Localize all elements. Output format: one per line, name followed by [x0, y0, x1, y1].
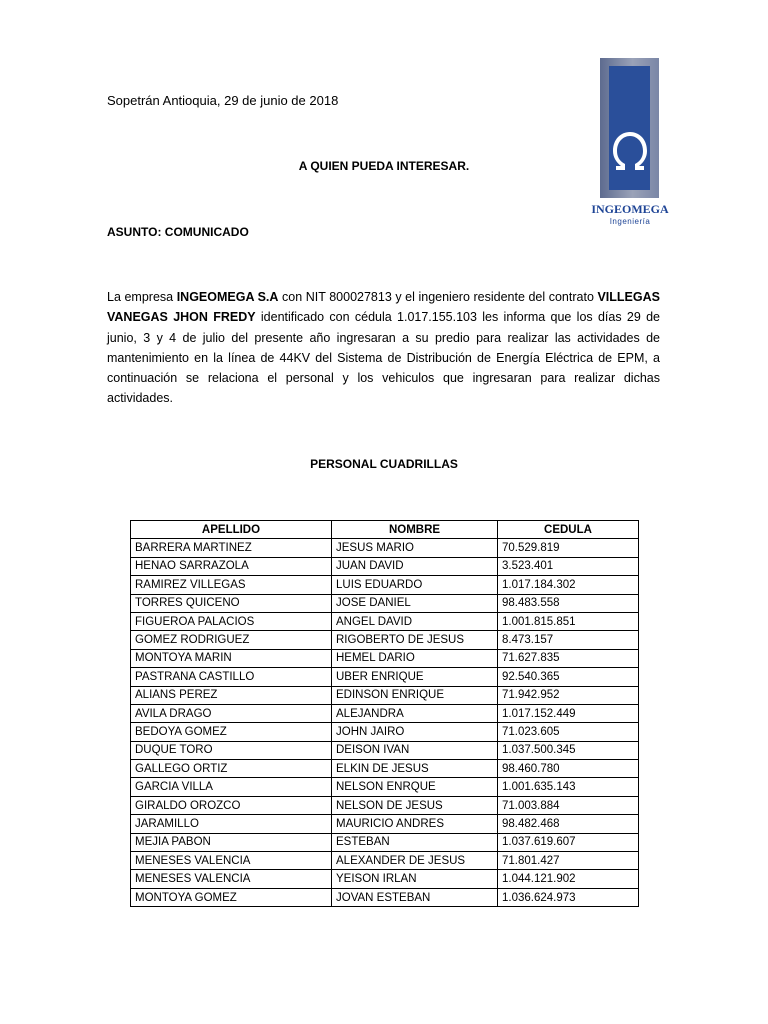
- cell-apellido: GIRALDO OROZCO: [131, 796, 332, 814]
- cell-cedula: 92.540.365: [498, 668, 639, 686]
- body-text-2: con NIT 800027813 y el ingeniero residente del contrato: [278, 290, 598, 304]
- cell-nombre: JOSE DANIEL: [332, 594, 498, 612]
- cell-apellido: HENAO SARRAZOLA: [131, 557, 332, 575]
- cell-cedula: 1.036.624.973: [498, 888, 639, 906]
- body-paragraph: [107, 287, 660, 409]
- table-row: [131, 723, 639, 741]
- table-header-row: [131, 521, 639, 539]
- cell-nombre: ALEJANDRA: [332, 704, 498, 722]
- cell-cedula: 71.801.427: [498, 852, 639, 870]
- cell-nombre: YEISON IRLAN: [332, 870, 498, 888]
- cell-apellido: MONTOYA MARIN: [131, 649, 332, 667]
- header-nombre: NOMBRE: [332, 521, 498, 539]
- table-row: [131, 649, 639, 667]
- engineer-name: VILLEGAS VANEGAS JHON FREDY: [107, 290, 660, 325]
- cell-cedula: 71.627.835: [498, 649, 639, 667]
- table-row: [131, 741, 639, 759]
- cell-nombre: ALEXANDER DE JESUS: [332, 852, 498, 870]
- cell-cedula: 1.017.184.302: [498, 576, 639, 594]
- table-row: [131, 539, 639, 557]
- cell-apellido: MEJIA PABON: [131, 833, 332, 851]
- header-apellido: APELLIDO: [131, 521, 332, 539]
- place-date: Sopetrán Antioquia, 29 de junio de 2018: [107, 93, 339, 108]
- cell-nombre: UBER ENRIQUE: [332, 668, 498, 686]
- table-row: [131, 778, 639, 796]
- table-row: [131, 796, 639, 814]
- cell-nombre: ESTEBAN: [332, 833, 498, 851]
- table-row: [131, 557, 639, 575]
- cell-apellido: RAMIREZ VILLEGAS: [131, 576, 332, 594]
- cell-cedula: 1.037.500.345: [498, 741, 639, 759]
- cell-cedula: 71.023.605: [498, 723, 639, 741]
- cell-cedula: 71.003.884: [498, 796, 639, 814]
- table-row: [131, 833, 639, 851]
- cell-cedula: 1.037.619.607: [498, 833, 639, 851]
- table-row: [131, 686, 639, 704]
- cell-cedula: 70.529.819: [498, 539, 639, 557]
- salutation: A QUIEN PUEDA INTERESAR.: [298, 159, 470, 173]
- table-row: [131, 888, 639, 906]
- cell-cedula: 1.044.121.902: [498, 870, 639, 888]
- cell-apellido: BEDOYA GOMEZ: [131, 723, 332, 741]
- cell-nombre: JOHN JAIRO: [332, 723, 498, 741]
- cell-apellido: TORRES QUICENO: [131, 594, 332, 612]
- cell-apellido: GOMEZ RODRIGUEZ: [131, 631, 332, 649]
- logo-name: INGEOMEGA: [591, 202, 669, 216]
- table-title: PERSONAL CUADRILLAS: [310, 457, 458, 471]
- cell-cedula: 71.942.952: [498, 686, 639, 704]
- body-text-3: identificado con cédula 1.017.155.103 les informa que los días 29 de junio, 3 y 4 de julio del presente año ingresaran a su predio para realizar las actividades de mantenimiento en la línea de 44KV del Sistema de Distribución de Energía Eléctrica de EPM, a continuación se relaciona el personal y los vehiculos que ingresaran para realizar dichas actividades.: [107, 310, 660, 406]
- cell-nombre: ANGEL DAVID: [332, 612, 498, 630]
- cell-cedula: 8.473.157: [498, 631, 639, 649]
- cell-cedula: 1.001.635.143: [498, 778, 639, 796]
- cell-apellido: FIGUEROA PALACIOS: [131, 612, 332, 630]
- table-row: [131, 594, 639, 612]
- cell-cedula: 98.460.780: [498, 760, 639, 778]
- table-row: [131, 668, 639, 686]
- cell-cedula: 98.483.558: [498, 594, 639, 612]
- table-row: [131, 815, 639, 833]
- cell-nombre: HEMEL DARIO: [332, 649, 498, 667]
- cell-cedula: 1.001.815.851: [498, 612, 639, 630]
- table-row: [131, 852, 639, 870]
- cell-apellido: GARCIA VILLA: [131, 778, 332, 796]
- cell-apellido: JARAMILLO: [131, 815, 332, 833]
- cell-cedula: 1.017.152.449: [498, 704, 639, 722]
- subject-line: ASUNTO: COMUNICADO: [107, 225, 249, 239]
- body-text-1: La empresa: [107, 290, 177, 304]
- table-row: [131, 760, 639, 778]
- logo-subtitle: Ingeniería: [609, 217, 651, 226]
- cell-nombre: JUAN DAVID: [332, 557, 498, 575]
- cell-apellido: BARRERA MARTINEZ: [131, 539, 332, 557]
- table-row: [131, 704, 639, 722]
- cell-nombre: JOVAN ESTEBAN: [332, 888, 498, 906]
- cell-apellido: DUQUE TORO: [131, 741, 332, 759]
- cell-nombre: NELSON ENRQUE: [332, 778, 498, 796]
- cell-apellido: MENESES VALENCIA: [131, 852, 332, 870]
- personnel-table: [130, 520, 639, 907]
- cell-apellido: MENESES VALENCIA: [131, 870, 332, 888]
- cell-nombre: ELKIN DE JESUS: [332, 760, 498, 778]
- cell-cedula: 3.523.401: [498, 557, 639, 575]
- cell-apellido: MONTOYA GOMEZ: [131, 888, 332, 906]
- table-row: [131, 612, 639, 630]
- cell-nombre: LUIS EDUARDO: [332, 576, 498, 594]
- cell-nombre: EDINSON ENRIQUE: [332, 686, 498, 704]
- cell-nombre: RIGOBERTO DE JESUS: [332, 631, 498, 649]
- cell-nombre: DEISON IVAN: [332, 741, 498, 759]
- cell-apellido: ALIANS PEREZ: [131, 686, 332, 704]
- cell-apellido: PASTRANA CASTILLO: [131, 668, 332, 686]
- cell-apellido: GALLEGO ORTIZ: [131, 760, 332, 778]
- table-row: [131, 631, 639, 649]
- cell-nombre: JESUS MARIO: [332, 539, 498, 557]
- table-row: [131, 870, 639, 888]
- table-row: [131, 576, 639, 594]
- cell-nombre: MAURICIO ANDRES: [332, 815, 498, 833]
- cell-nombre: NELSON DE JESUS: [332, 796, 498, 814]
- company-name: INGEOMEGA S.A: [176, 290, 279, 304]
- header-cedula: CEDULA: [498, 521, 639, 539]
- cell-apellido: AVILA DRAGO: [131, 704, 332, 722]
- cell-cedula: 98.482.468: [498, 815, 639, 833]
